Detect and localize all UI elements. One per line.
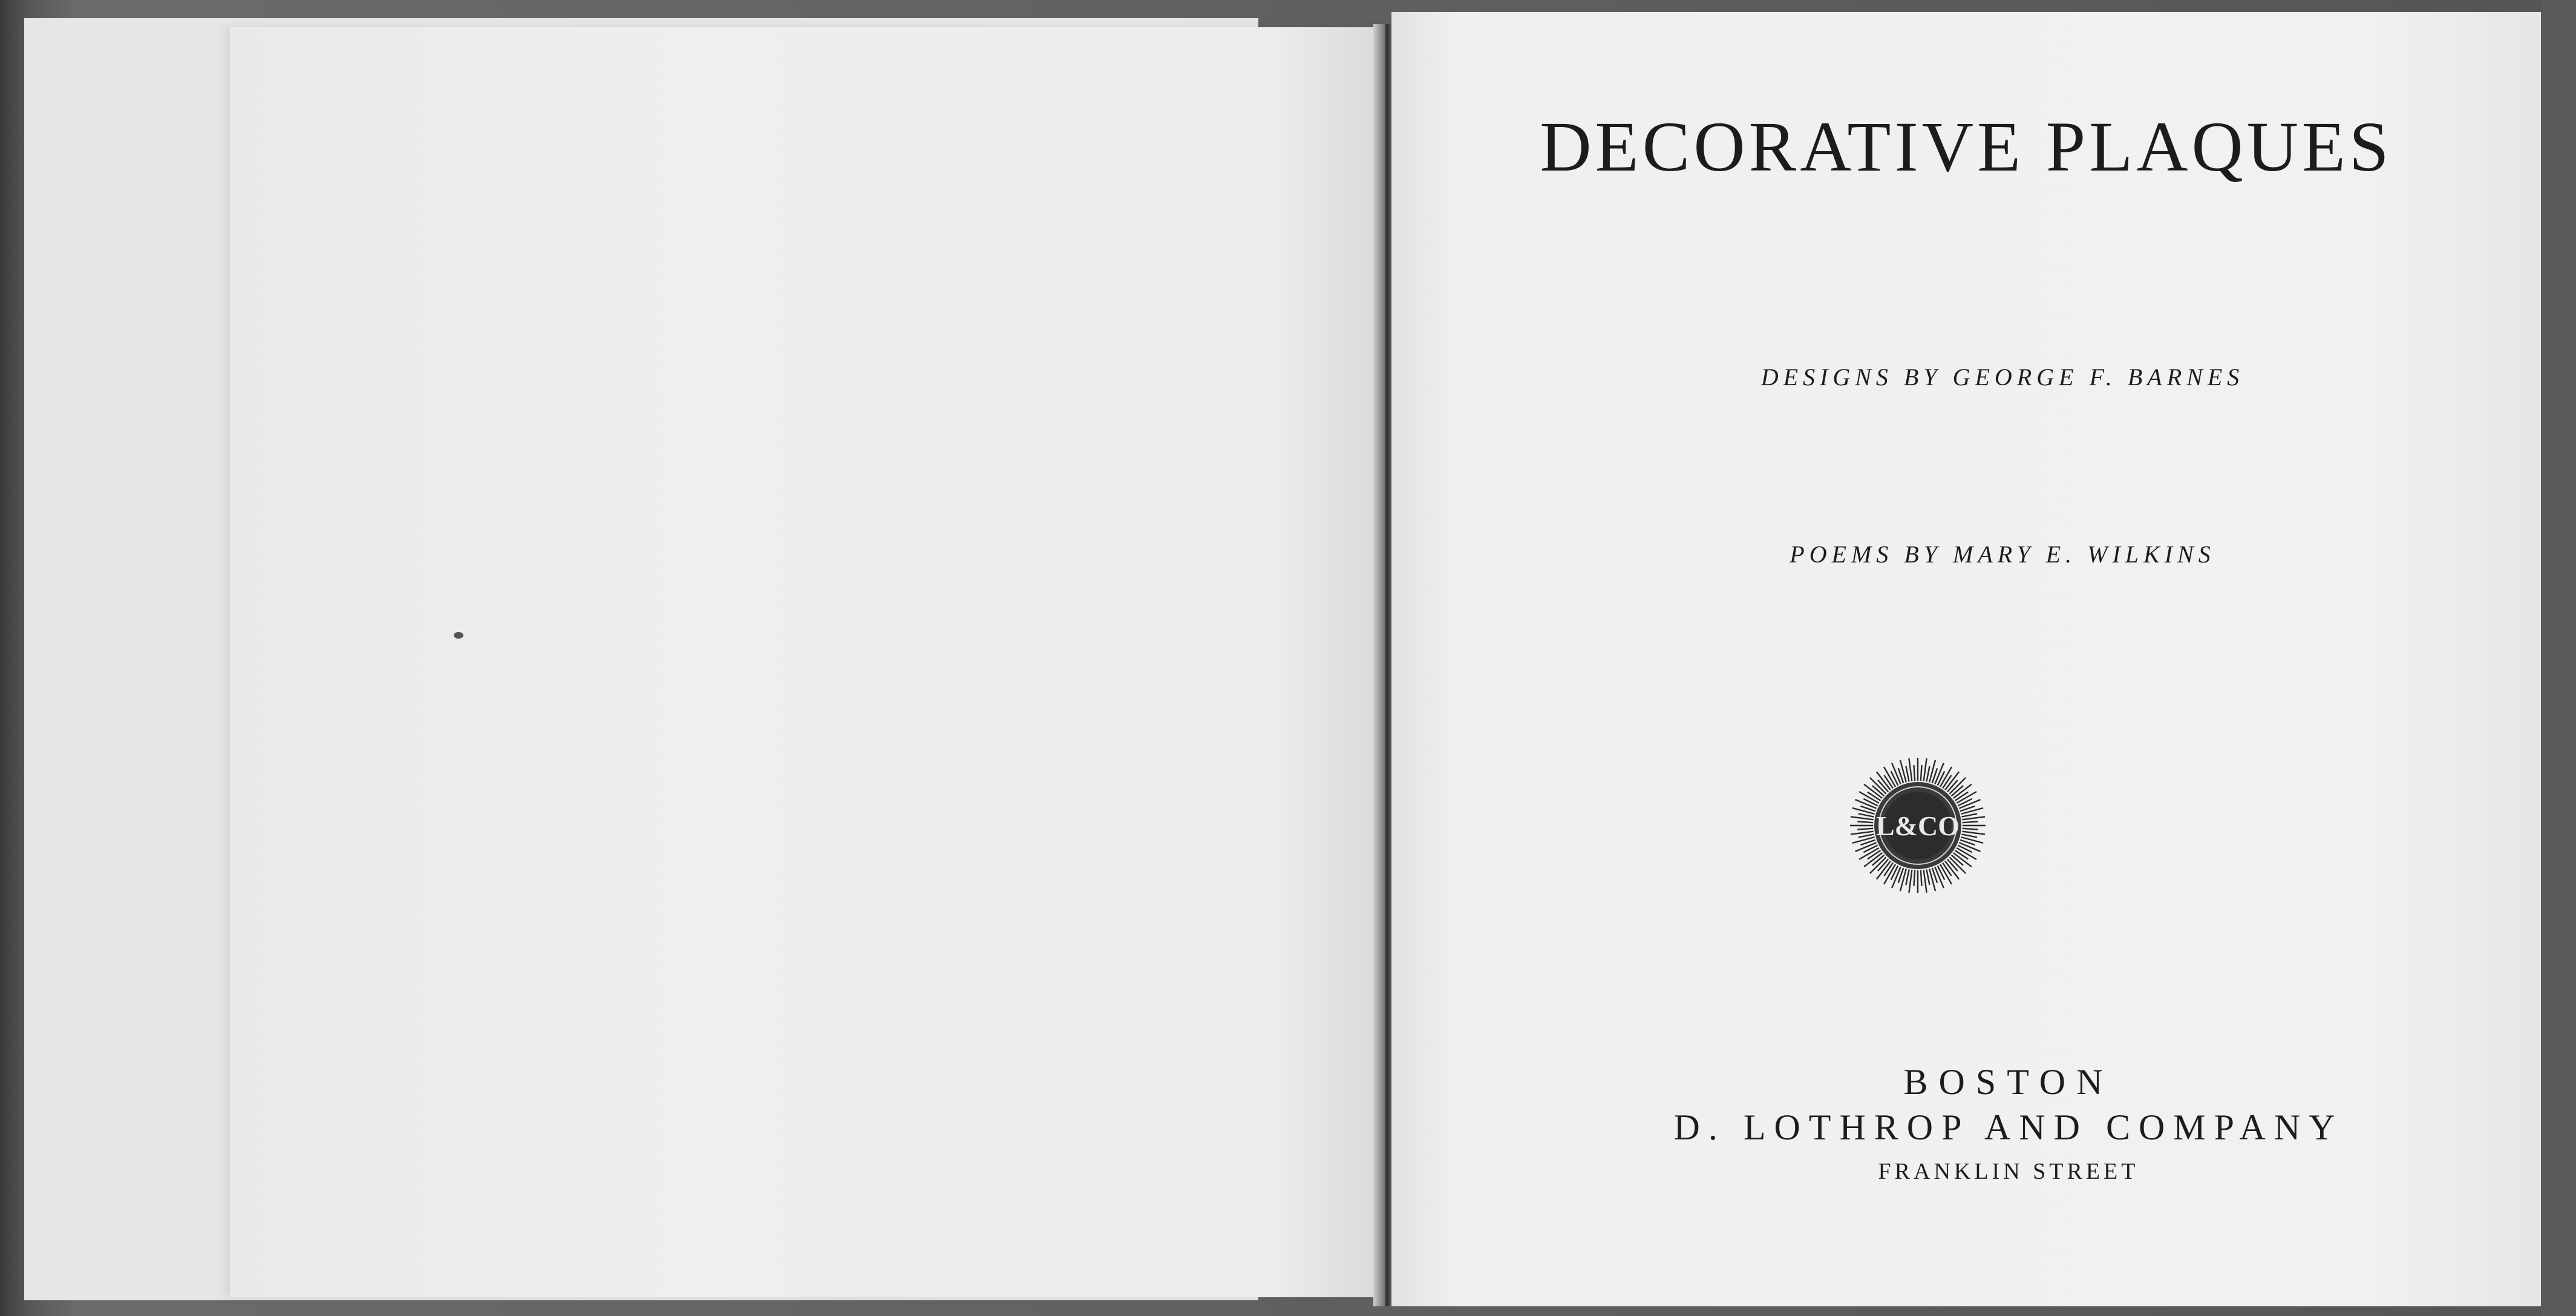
cover-edge — [2541, 0, 2576, 1316]
poems-credit: POEMS BY MARY E. WILKINS — [1790, 541, 2215, 568]
seal-ray — [1962, 816, 1985, 819]
seal-ray — [1926, 766, 1929, 782]
seal-ray — [1921, 765, 1922, 781]
seal-ray — [1929, 868, 1935, 891]
designs-credit: DESIGNS BY GEORGE F. BARNES — [1760, 363, 2244, 391]
seal-ray — [1906, 870, 1909, 885]
seal-ray — [1921, 870, 1922, 886]
seal-ray — [1961, 837, 1983, 843]
seal-ray — [1857, 821, 1873, 822]
seal-ray — [1914, 765, 1915, 781]
seal-ray — [1851, 816, 1874, 819]
seal-ray — [1924, 758, 1927, 781]
seal-ray — [1906, 766, 1909, 782]
imprint-city: BOSTON — [1903, 1062, 2114, 1102]
seal-ray — [1852, 808, 1875, 814]
seal-ray — [1900, 760, 1906, 783]
seal-ray — [1858, 834, 1874, 837]
seal-monogram: L&CO — [1876, 810, 1960, 841]
seal-ray — [1909, 758, 1912, 781]
seal-ray — [1963, 821, 1978, 822]
seal-ray — [1961, 808, 1983, 814]
seal-ray — [1962, 813, 1978, 816]
seal-ray — [1900, 868, 1906, 891]
seal-ray — [1851, 832, 1874, 835]
publisher-seal-icon — [1848, 756, 1987, 895]
seal-ray — [1929, 760, 1935, 783]
imprint-street: FRANKLIN STREET — [1878, 1159, 2139, 1184]
seal-ray — [1926, 870, 1929, 885]
paper-speck — [454, 632, 463, 639]
seal-ray — [1857, 829, 1873, 830]
seal-ray — [1852, 837, 1875, 843]
seal-ray — [1858, 813, 1874, 816]
seal-ray — [1914, 870, 1915, 886]
seal-ray — [1909, 870, 1912, 893]
seal-ray — [1963, 829, 1978, 830]
book-title: DECORATIVE PLAQUES — [1540, 107, 2393, 186]
seal-ray — [1962, 834, 1978, 837]
seal-ray — [1924, 870, 1927, 893]
blank-flyleaf-page — [230, 27, 1391, 1297]
imprint-publisher: D. LOTHROP AND COMPANY — [1673, 1107, 2344, 1147]
seal-ray — [1962, 832, 1985, 835]
